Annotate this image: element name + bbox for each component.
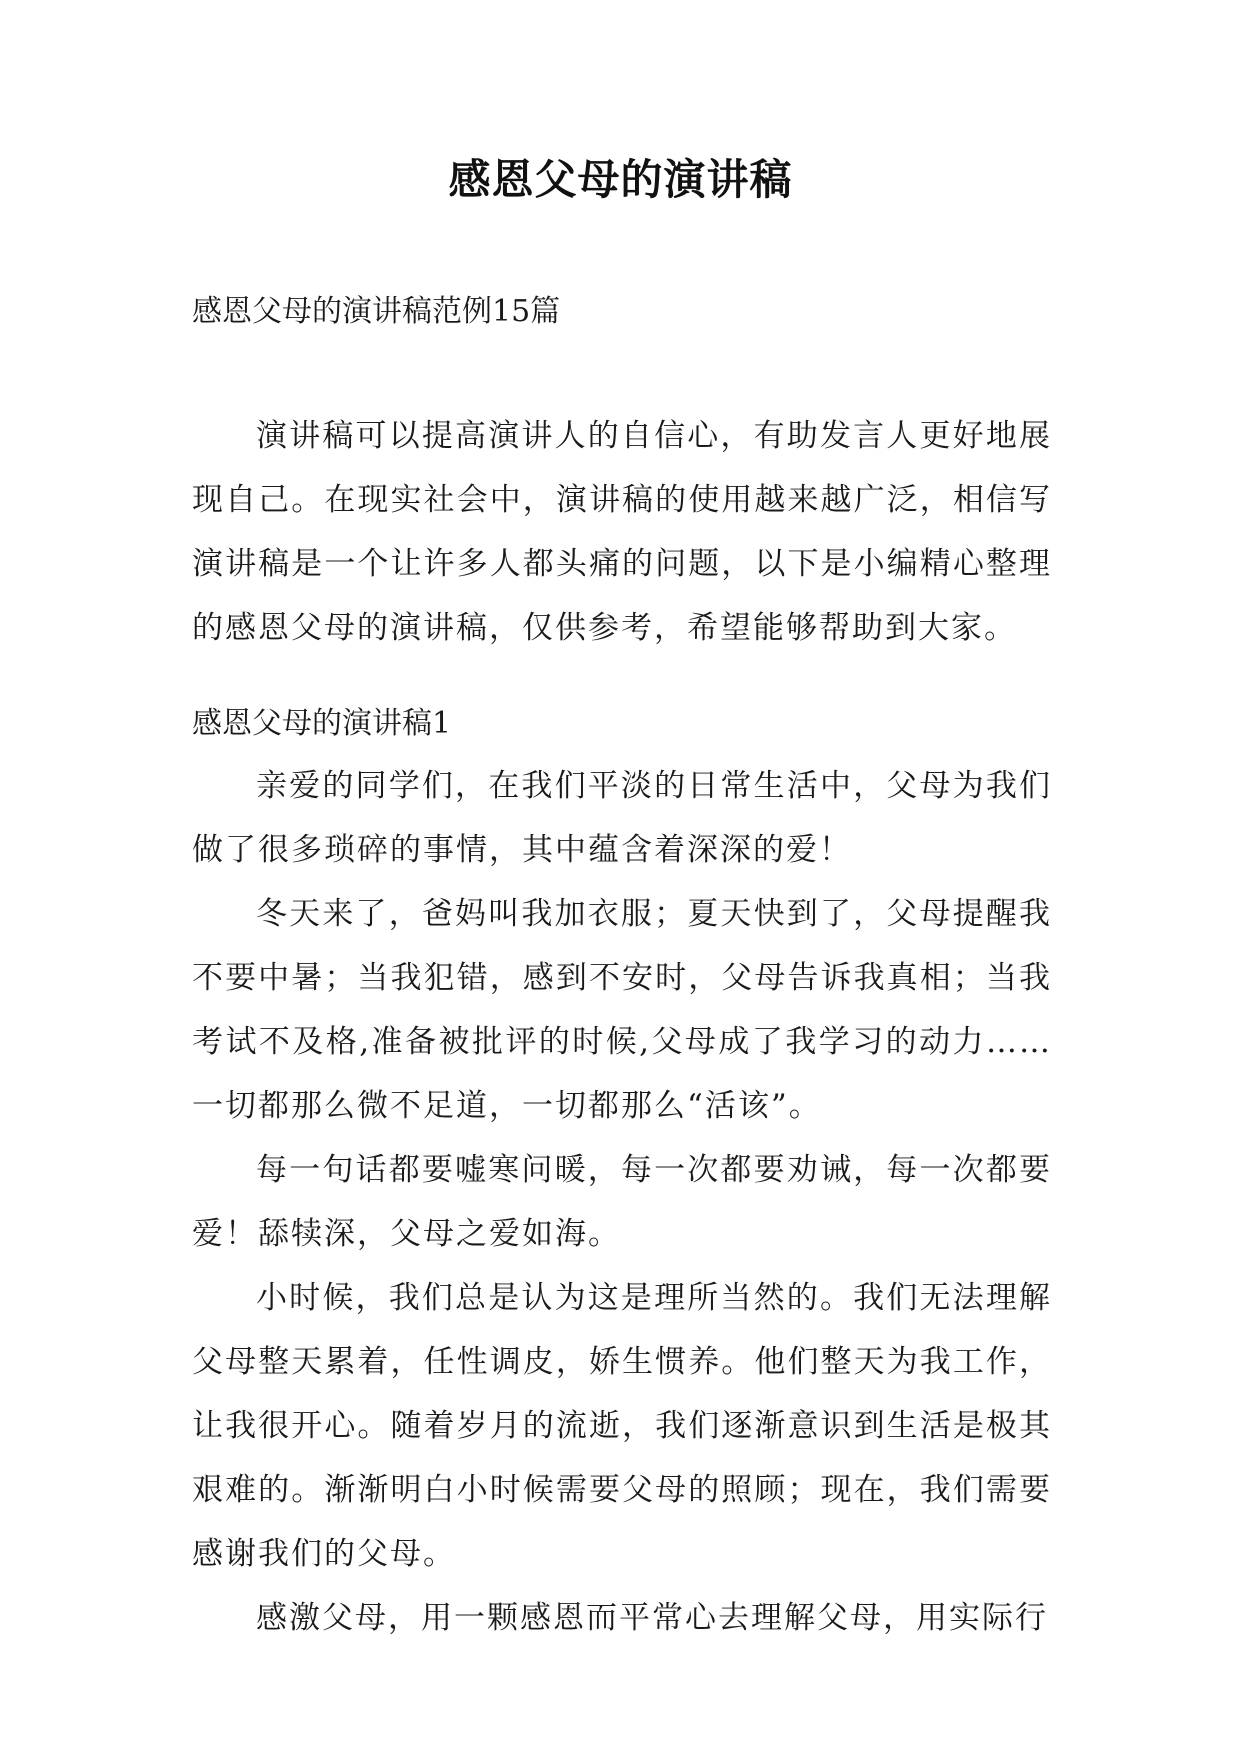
section-heading: 感恩父母的演讲稿1 (192, 706, 452, 741)
body-paragraph: 每一句话都要嘘寒问暖，每一次都要劝诫，每一次都要爱！舔犊深，父母之爱如海。 (192, 1152, 1052, 1252)
body-paragraph: 冬天来了，爸妈叫我加衣服；夏天快到了，父母提醒我不要中暑；当我犯错，感到不安时，父母告诉我真相；当我考试不及格,准备被批评的时候,父母成了我学习的动力……一切都那么微不足道，一切都那么“活该”。 (192, 896, 1052, 1124)
document-subtitle: 感恩父母的演讲稿范例15篇 (192, 294, 561, 329)
body-paragraph: 感激父母，用一颗感恩而平常心去理解父母，用实际行 (256, 1600, 1048, 1636)
document-title: 感恩父母的演讲稿 (448, 155, 793, 204)
body-paragraph: 亲爱的同学们，在我们平淡的日常生活中，父母为我们做了很多琐碎的事情，其中蕴含着深深的爱！ (192, 768, 1052, 868)
body-paragraph: 小时候，我们总是认为这是理所当然的。我们无法理解父母整天累着，任性调皮，娇生惯养。他们整天为我工作，让我很开心。随着岁月的流逝，我们逐渐意识到生活是极其艰难的。渐渐明白小时候需要父母的照顾；现在，我们需要感谢我们的父母。 (192, 1280, 1052, 1572)
intro-paragraph: 演讲稿可以提高演讲人的自信心，有助发言人更好地展现自己。在现实社会中，演讲稿的使用越来越广泛，相信写演讲稿是一个让许多人都头痛的问题，以下是小编精心整理的感恩父母的演讲稿，仅供参考，希望能够帮助到大家。 (192, 418, 1052, 646)
body-text (192, 754, 1052, 1650)
